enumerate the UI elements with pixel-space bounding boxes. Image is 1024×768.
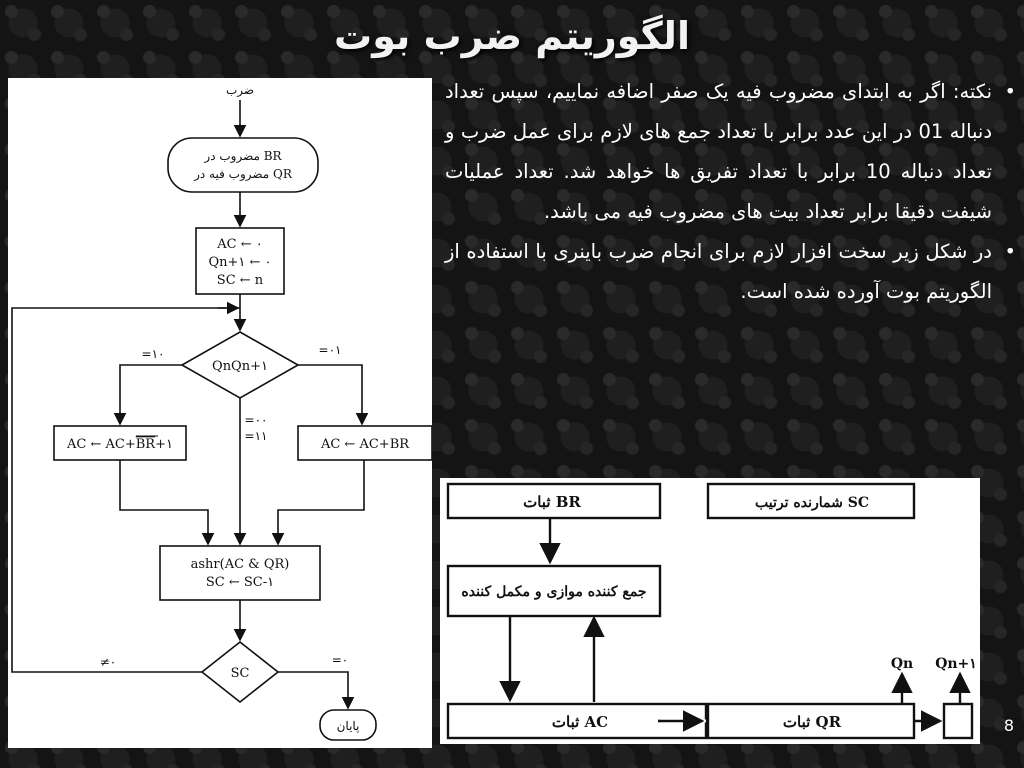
booth-hardware-diagram	[440, 478, 980, 744]
subtract-post: +۱	[155, 437, 173, 452]
shift-box	[160, 546, 320, 600]
adder-label: جمع کننده موازی و مکمل کننده	[461, 584, 647, 600]
subtract-pre: AC ← AC+	[67, 437, 136, 452]
start-label: ضرب	[225, 83, 255, 97]
shift-line1: ashr(AC & QR)	[190, 557, 290, 572]
slide-title: الگوریتم ضرب بوت	[334, 14, 690, 58]
branch-00-label: =۰۰	[244, 413, 268, 427]
hardware-svg	[440, 478, 980, 744]
decision-qn-label: QnQn+۱	[212, 359, 268, 374]
qn1-flipflop-box	[944, 704, 972, 738]
not-zero-label: ≠۰	[99, 655, 117, 669]
bullet-note: • نکته: اگر به ابتدای مضروب فیه یک صفر اضافه نماییم، سپس تعداد دنباله 01 در این عدد برابر با تعداد جمع های لازم برای عمل ضرب و تعداد دنباله 10 برابر با تعداد تفریق ها خواهد شد. تعداد عملیات شیفت دقیقا برابر تعداد بیت های مضروب فیه می باشد.	[445, 72, 1020, 232]
page-number: 8	[1003, 716, 1014, 735]
end-label: پایان	[336, 719, 360, 733]
init-qn1: Qn+۱ ← ۰	[208, 255, 272, 270]
subtract-br: BR	[135, 437, 156, 452]
init-load-line2: مضروب فیه در QR	[194, 167, 292, 181]
init-load-line1: مضروب در BR	[204, 149, 282, 163]
bullet-list	[445, 72, 1020, 312]
decision-sc-label: SC	[230, 666, 250, 681]
init-load-box	[168, 138, 318, 192]
is-zero-label: =۰	[331, 653, 349, 667]
qr-register-label: ثبات QR	[782, 713, 842, 731]
bullet-hardware: • در شکل زیر سخت افزار لازم برای انجام ضرب باینری با استفاده از الگوریتم بوت آورده شده است.	[445, 232, 1020, 312]
subtract-label	[66, 437, 173, 452]
ac-register-label: ثبات AC	[551, 713, 609, 731]
add-label: AC ← AC+BR	[320, 437, 410, 452]
branch-11-label: =۱۱	[244, 429, 268, 443]
flowchart-svg	[8, 78, 432, 748]
sc-counter-label: شمارنده ترتیب SC	[755, 495, 869, 511]
init-sc: SC ← n	[216, 273, 264, 288]
qn-label: Qn	[890, 656, 914, 672]
branch-10-label: =۱۰	[141, 347, 165, 361]
init-ac: AC ← ۰	[217, 237, 263, 252]
shift-line2: SC ← SC-۱	[205, 575, 275, 590]
br-register-label: ثبات BR	[523, 493, 581, 511]
booth-flowchart	[8, 78, 432, 748]
branch-01-label: =۰۱	[318, 343, 342, 357]
qn1-label: Qn+۱	[935, 656, 977, 672]
